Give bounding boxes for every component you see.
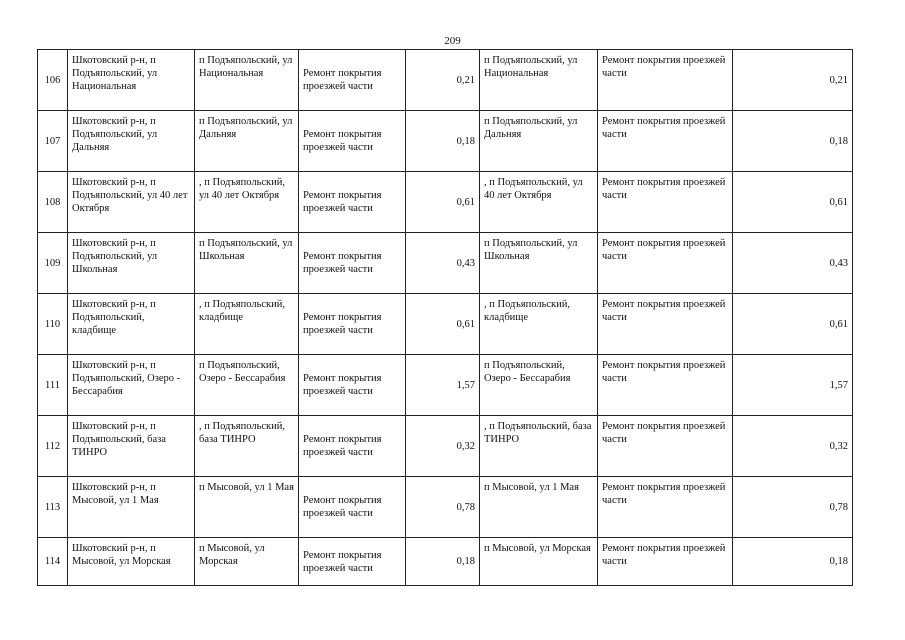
work-type-dup-cell: Ремонт покрытия проезжей части [598, 172, 733, 233]
length-cell: 0,61 [406, 172, 480, 233]
location-cell: Шкотовский р-н, п Мысовой, ул Морская [68, 538, 195, 586]
row-number-cell: 114 [38, 538, 68, 586]
work-type-dup-cell: Ремонт покрытия проезжей части [598, 355, 733, 416]
location-cell: Шкотовский р-н, п Мысовой, ул 1 Мая [68, 477, 195, 538]
length-dup-cell: 0,18 [733, 538, 853, 586]
length-dup-cell: 0,32 [733, 416, 853, 477]
work-type-cell: Ремонт покрытия проезжей части [299, 355, 406, 416]
work-type-cell: Ремонт покрытия проезжей части [299, 538, 406, 586]
row-number-cell: 108 [38, 172, 68, 233]
length-cell: 0,61 [406, 294, 480, 355]
row-number-cell: 107 [38, 111, 68, 172]
row-number-cell: 112 [38, 416, 68, 477]
address-cell: п Мысовой, ул Морская [195, 538, 299, 586]
work-type-cell: Ремонт покрытия проезжей части [299, 50, 406, 111]
work-type-dup-cell: Ремонт покрытия проезжей части [598, 477, 733, 538]
location-cell: Шкотовский р-н, п Подъяпольский, ул 40 лет Октября [68, 172, 195, 233]
work-type-cell: Ремонт покрытия проезжей части [299, 294, 406, 355]
length-dup-cell: 0,61 [733, 172, 853, 233]
table-row [38, 538, 853, 586]
address-dup-cell: п Подъяпольский, ул Дальняя [480, 111, 598, 172]
table-row [38, 416, 853, 477]
length-cell: 0,18 [406, 111, 480, 172]
address-cell: п Подъяпольский, ул Дальняя [195, 111, 299, 172]
row-number-cell: 110 [38, 294, 68, 355]
length-cell: 0,32 [406, 416, 480, 477]
length-dup-cell: 1,57 [733, 355, 853, 416]
length-cell: 0,78 [406, 477, 480, 538]
table-row [38, 294, 853, 355]
location-cell: Шкотовский р-н, п Подъяпольский, ул Школьная [68, 233, 195, 294]
table-row [38, 50, 853, 111]
work-type-dup-cell: Ремонт покрытия проезжей части [598, 111, 733, 172]
address-cell: , п Подъяпольский, кладбище [195, 294, 299, 355]
address-cell: , п Подъяпольский, ул 40 лет Октября [195, 172, 299, 233]
location-cell: Шкотовский р-н, п Подъяпольский, кладбище [68, 294, 195, 355]
address-dup-cell: , п Подъяпольский, база ТИНРО [480, 416, 598, 477]
work-type-cell: Ремонт покрытия проезжей части [299, 416, 406, 477]
location-cell: Шкотовский р-н, п Подъяпольский, ул Дальняя [68, 111, 195, 172]
work-type-cell: Ремонт покрытия проезжей части [299, 172, 406, 233]
work-type-dup-cell: Ремонт покрытия проезжей части [598, 538, 733, 586]
length-dup-cell: 0,21 [733, 50, 853, 111]
table-row [38, 111, 853, 172]
roads-table [37, 49, 853, 586]
length-dup-cell: 0,61 [733, 294, 853, 355]
work-type-dup-cell: Ремонт покрытия проезжей части [598, 294, 733, 355]
length-cell: 0,18 [406, 538, 480, 586]
address-dup-cell: , п Подъяпольский, кладбище [480, 294, 598, 355]
length-cell: 1,57 [406, 355, 480, 416]
address-dup-cell: п Подъяпольский, Озеро - Бессарабия [480, 355, 598, 416]
work-type-cell: Ремонт покрытия проезжей части [299, 233, 406, 294]
table-row [38, 172, 853, 233]
work-type-dup-cell: Ремонт покрытия проезжей части [598, 50, 733, 111]
location-cell: Шкотовский р-н, п Подъяпольский, ул Национальная [68, 50, 195, 111]
length-cell: 0,43 [406, 233, 480, 294]
address-dup-cell: , п Подъяпольский, ул 40 лет Октября [480, 172, 598, 233]
row-number-cell: 109 [38, 233, 68, 294]
work-type-dup-cell: Ремонт покрытия проезжей части [598, 416, 733, 477]
length-dup-cell: 0,43 [733, 233, 853, 294]
address-cell: п Подъяпольский, Озеро - Бессарабия [195, 355, 299, 416]
address-cell: п Мысовой, ул 1 Мая [195, 477, 299, 538]
address-cell: п Подъяпольский, ул Национальная [195, 50, 299, 111]
table-row [38, 233, 853, 294]
address-dup-cell: п Мысовой, ул 1 Мая [480, 477, 598, 538]
row-number-cell: 106 [38, 50, 68, 111]
table-row [38, 477, 853, 538]
location-cell: Шкотовский р-н, п Подъяпольский, Озеро - Бессарабия [68, 355, 195, 416]
address-dup-cell: п Подъяпольский, ул Национальная [480, 50, 598, 111]
length-dup-cell: 0,18 [733, 111, 853, 172]
row-number-cell: 113 [38, 477, 68, 538]
work-type-cell: Ремонт покрытия проезжей части [299, 111, 406, 172]
address-cell: , п Подъяпольский, база ТИНРО [195, 416, 299, 477]
address-dup-cell: п Мысовой, ул Морская [480, 538, 598, 586]
length-dup-cell: 0,78 [733, 477, 853, 538]
length-cell: 0,21 [406, 50, 480, 111]
row-number-cell: 111 [38, 355, 68, 416]
location-cell: Шкотовский р-н, п Подъяпольский, база ТИНРО [68, 416, 195, 477]
address-cell: п Подъяпольский, ул Школьная [195, 233, 299, 294]
page-number: 209 [444, 35, 461, 47]
work-type-cell: Ремонт покрытия проезжей части [299, 477, 406, 538]
table-row [38, 355, 853, 416]
work-type-dup-cell: Ремонт покрытия проезжей части [598, 233, 733, 294]
address-dup-cell: п Подъяпольский, ул Школьная [480, 233, 598, 294]
